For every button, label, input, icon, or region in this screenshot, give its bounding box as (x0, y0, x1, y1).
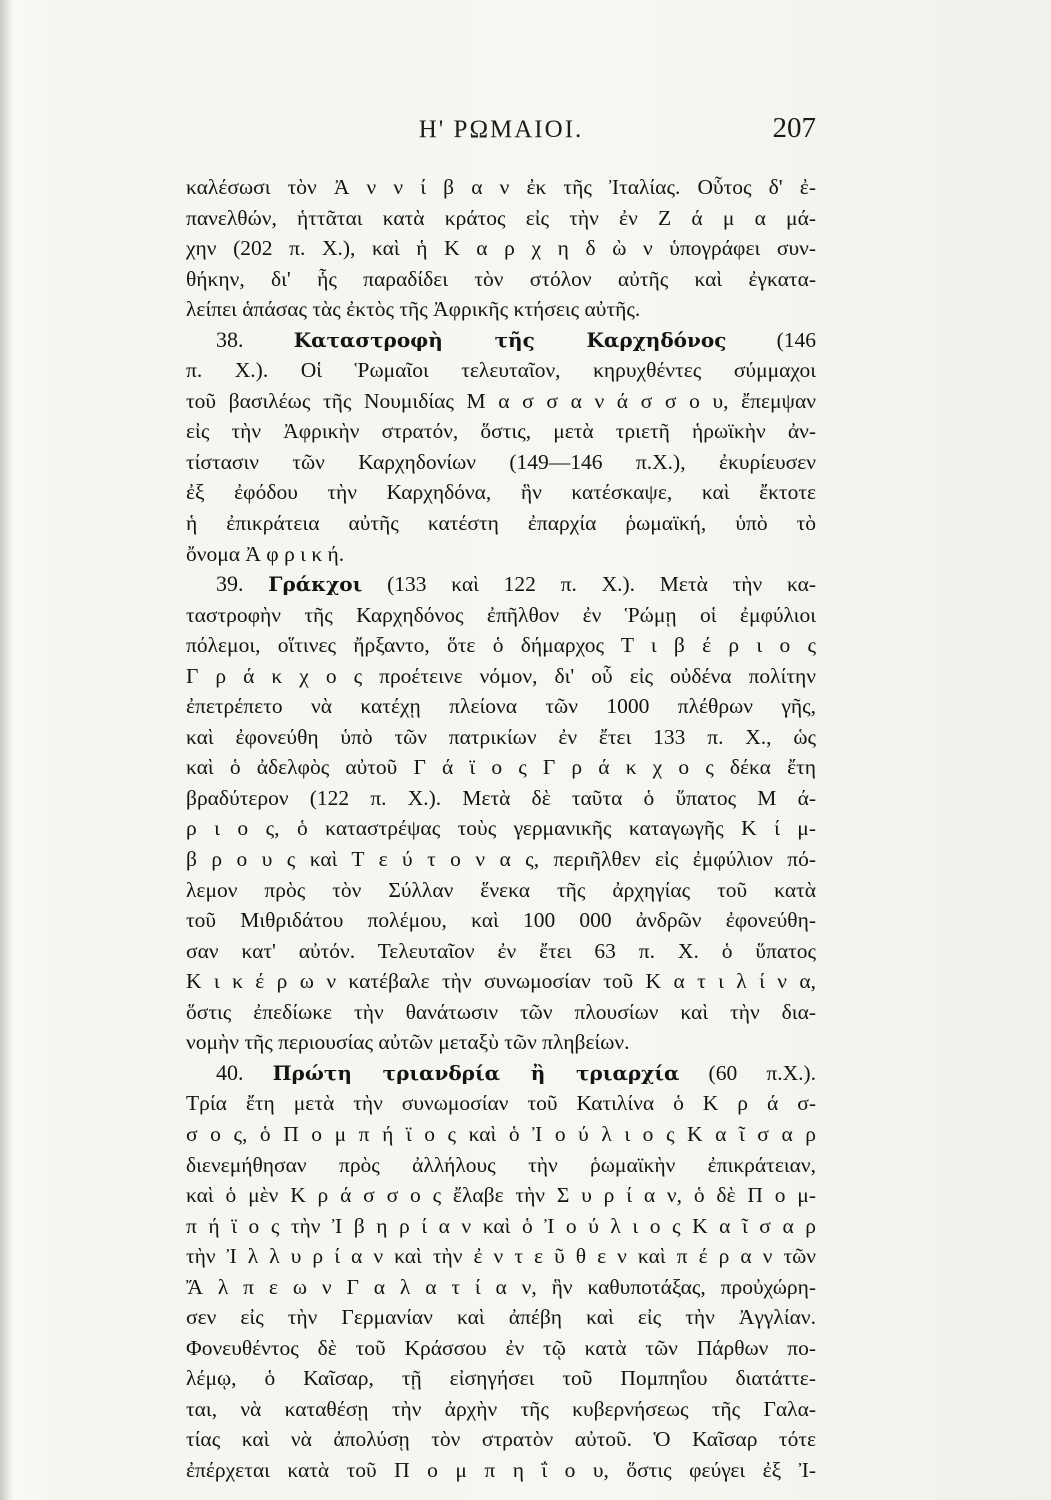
text-line: τίας καὶ νὰ ἀπολύσῃ τὸν στρατὸν αὐτοῦ. Ὁ Καῖσαρ τότε (186, 1427, 816, 1452)
text-line: Κ ι κ έ ρ ω ν κατέβαλε τὴν συνωμοσίαν τοῦ Κ α τ ι λ ί ν α, (186, 969, 816, 994)
text-line: καὶ ὁ μὲν Κ ρ ά σ σ ο ς ἔλαβε τὴν Σ υ ρ ί α ν, ὁ δὲ Π ο μ- (186, 1183, 816, 1208)
text-line: σ ο ς, ὁ Π ο μ π ή ϊ ο ς καὶ ὁ Ἰ ο ύ λ ι ο ς Κ α ῖ σ α ρ (186, 1121, 816, 1146)
text-line: τίστασιν τῶν Καρχηδονίων (149—146 π.Χ.), ἐκυρίευσεν (186, 449, 816, 474)
section-38-heading (186, 325, 816, 356)
section-number: 40. (216, 1059, 244, 1085)
text-line: Τρία ἔτη μετὰ τὴν συνωμοσίαν τοῦ Κατιλίνα ὁ Κ ρ ά σ- (186, 1091, 816, 1116)
section-first-line: (133 καὶ 122 π. Χ.). Μετὰ τὴν κα- (387, 572, 817, 597)
text-line: Γ ρ ά κ χ ο ς προέτεινε νόμον, δι' οὗ εἰς οὐδένα πολίτην (186, 663, 816, 688)
section-number: 39. (216, 571, 244, 597)
text-line: λεμον πρὸς τὸν Σύλλαν ἕνεκα τῆς ἀρχηγίας τοῦ κατὰ (186, 877, 816, 902)
text-line: λείπει ἁπάσας τὰς ἐκτὸς τῆς Ἀφρικῆς κτήσεις αὐτῆς. (186, 297, 641, 322)
text-line: τοῦ βασιλέως τῆς Νουμιδίας Μ α σ σ α ν ά σ σ ο υ, ἔπεμψαν (186, 388, 816, 413)
text-line: ρ ι ο ς, ὁ καταστρέψας τοὺς γερμανικῆς καταγωγῆς Κ ί μ- (186, 816, 816, 841)
text-line: π ή ϊ ο ς τὴν Ἰ β η ρ ί α ν καὶ ὁ Ἰ ο ύ λ ι ο ς Κ α ῖ σ α ρ (186, 1213, 816, 1238)
text-line: θήκην, δι' ἧς παραδίδει τὸν στόλον αὐτῆς καὶ ἐγκατα- (186, 266, 816, 291)
text-line: Φονευθέντος δὲ τοῦ Κράσσου ἐν τῷ κατὰ τῶν Πάρθων πο- (186, 1335, 816, 1360)
text-line: πόλεμοι, οἵτινες ἤρξαντο, ὅτε ὁ δήμαρχος Τ ι β έ ρ ι ο ς (186, 633, 816, 658)
text-line: νομὴν τῆς περιουσίας αὐτῶν μεταξὺ τῶν πληβείων. (186, 1030, 630, 1055)
text-line: καὶ ὁ ἀδελφὸς αὐτοῦ Γ ά ϊ ο ς Γ ρ ά κ χ ο ς δέκα ἔτη (186, 755, 816, 780)
text-line: σαν κατ' αὐτόν. Τελευταῖον ἐν ἔτει 63 π. Χ. ὁ ὕπατος (186, 938, 816, 963)
text-line: τὴν Ἰ λ λ υ ρ ί α ν καὶ τὴν ἐ ν τ ε ῦ θ ε ν καὶ π έ ρ α ν τῶν (186, 1244, 816, 1269)
text-line: σεν εἰς τὴν Γερμανίαν καὶ ἀπέβη καὶ εἰς τὴν Ἀγγλίαν. (186, 1305, 816, 1330)
section-40-heading (186, 1058, 816, 1089)
text-line: ἡ ἐπικράτεια αὐτῆς κατέστη ἐπαρχία ῥωμαϊκή, ὑπὸ τὸ (186, 511, 816, 536)
text-line: ἐπετρέπετο νὰ κατέχῃ πλείονα τῶν 1000 πλέθρων γῆς, (186, 694, 816, 719)
text-line: ὅστις ἐπεδίωκε τὴν θανάτωσιν τῶν πλουσίων καὶ τὴν δια- (186, 999, 816, 1024)
running-head (186, 112, 816, 152)
section-title: Καταστροφὴ τῆς Καρχηδόνος (293, 327, 727, 352)
text-line: τοῦ Μιθριδάτου πολέμου, καὶ 100 000 ἀνδρῶν ἐφονεύθη- (186, 908, 816, 933)
text-line: β ρ ο υ ς καὶ Τ ε ύ τ ο ν α ς, περιῆλθεν εἰς ἐμφύλιον πό- (186, 847, 816, 872)
section-number: 38. (216, 326, 244, 352)
text-line: βραδύτερον (122 π. Χ.). Μετὰ δὲ ταῦτα ὁ ὕπατος Μ ά- (186, 785, 816, 810)
section-date: (146 (776, 327, 817, 352)
text-line: ταστροφὴν τῆς Καρχηδόνος ἐπῆλθον ἐν Ῥώμῃ οἱ ἐμφύλιοι (186, 602, 816, 627)
page-number: 207 (772, 112, 816, 144)
text-line: χην (202 π. Χ.), καὶ ἡ Κ α ρ χ η δ ὼ ν ὑπογράφει συν- (186, 236, 816, 261)
text-line: λέμῳ, ὁ Καῖσαρ, τῇ εἰσηγήσει τοῦ Πομπηΐου διατάττε- (186, 1366, 816, 1391)
section-first-line: (60 π.Χ.). (708, 1060, 817, 1085)
text-line: ὄνομα Ἀ φ ρ ι κ ή. (186, 541, 345, 566)
text-line: ται, νὰ καταθέσῃ τὴν ἀρχὴν τῆς κυβερνήσεως τῆς Γαλα- (186, 1396, 816, 1421)
text-line: πανελθών, ἡττᾶται κατὰ κράτος εἰς τὴν ἐν Ζ ά μ α μά- (186, 205, 816, 230)
text-line: διενεμήθησαν πρὸς ἀλλήλους τὴν ῥωμαϊκὴν ἐπικράτειαν, (186, 1152, 816, 1177)
section-39-heading (186, 569, 816, 600)
text-line: καλέσωσι τὸν Ἀ ν ν ί β α ν ἐκ τῆς Ἰταλίας. Οὗτος δ' ἐ- (186, 175, 816, 199)
text-line: ἐξ ἐφόδου τὴν Καρχηδόνα, ἣν κατέσκαψε, καὶ ἔκτοτε (186, 480, 816, 505)
text-line: π. Χ.). Οἱ Ῥωμαῖοι τελευταῖον, κηρυχθέντες σύμμαχοι (186, 358, 816, 383)
text-line: Ἄ λ π ε ω ν Γ α λ α τ ί α ν, ἣν καθυποτάξας, προὐχώρη- (186, 1274, 816, 1299)
section-title: Πρώτη τριανδρία ἢ τριαρχία (272, 1060, 680, 1085)
text-line: ἐπέρχεται κατὰ τοῦ Π ο μ π η ΐ ο υ, ὅστις φεύγει ἐξ Ἰ- (186, 1457, 816, 1482)
text-line: εἰς τὴν Ἀφρικὴν στρατόν, ὅστις, μετὰ τριετῆ ἡρωϊκὴν ἀν- (186, 419, 816, 444)
binding-edge (0, 0, 14, 1500)
chapter-title: Η' ΡΩΜΑΙΟΙ. (418, 116, 584, 143)
text-line: καὶ ἐφονεύθη ὑπὸ τῶν πατρικίων ἐν ἔτει 133 π. Χ., ὡς (186, 724, 816, 749)
body-text (186, 172, 816, 1486)
section-title: Γράκχοι (268, 572, 363, 597)
